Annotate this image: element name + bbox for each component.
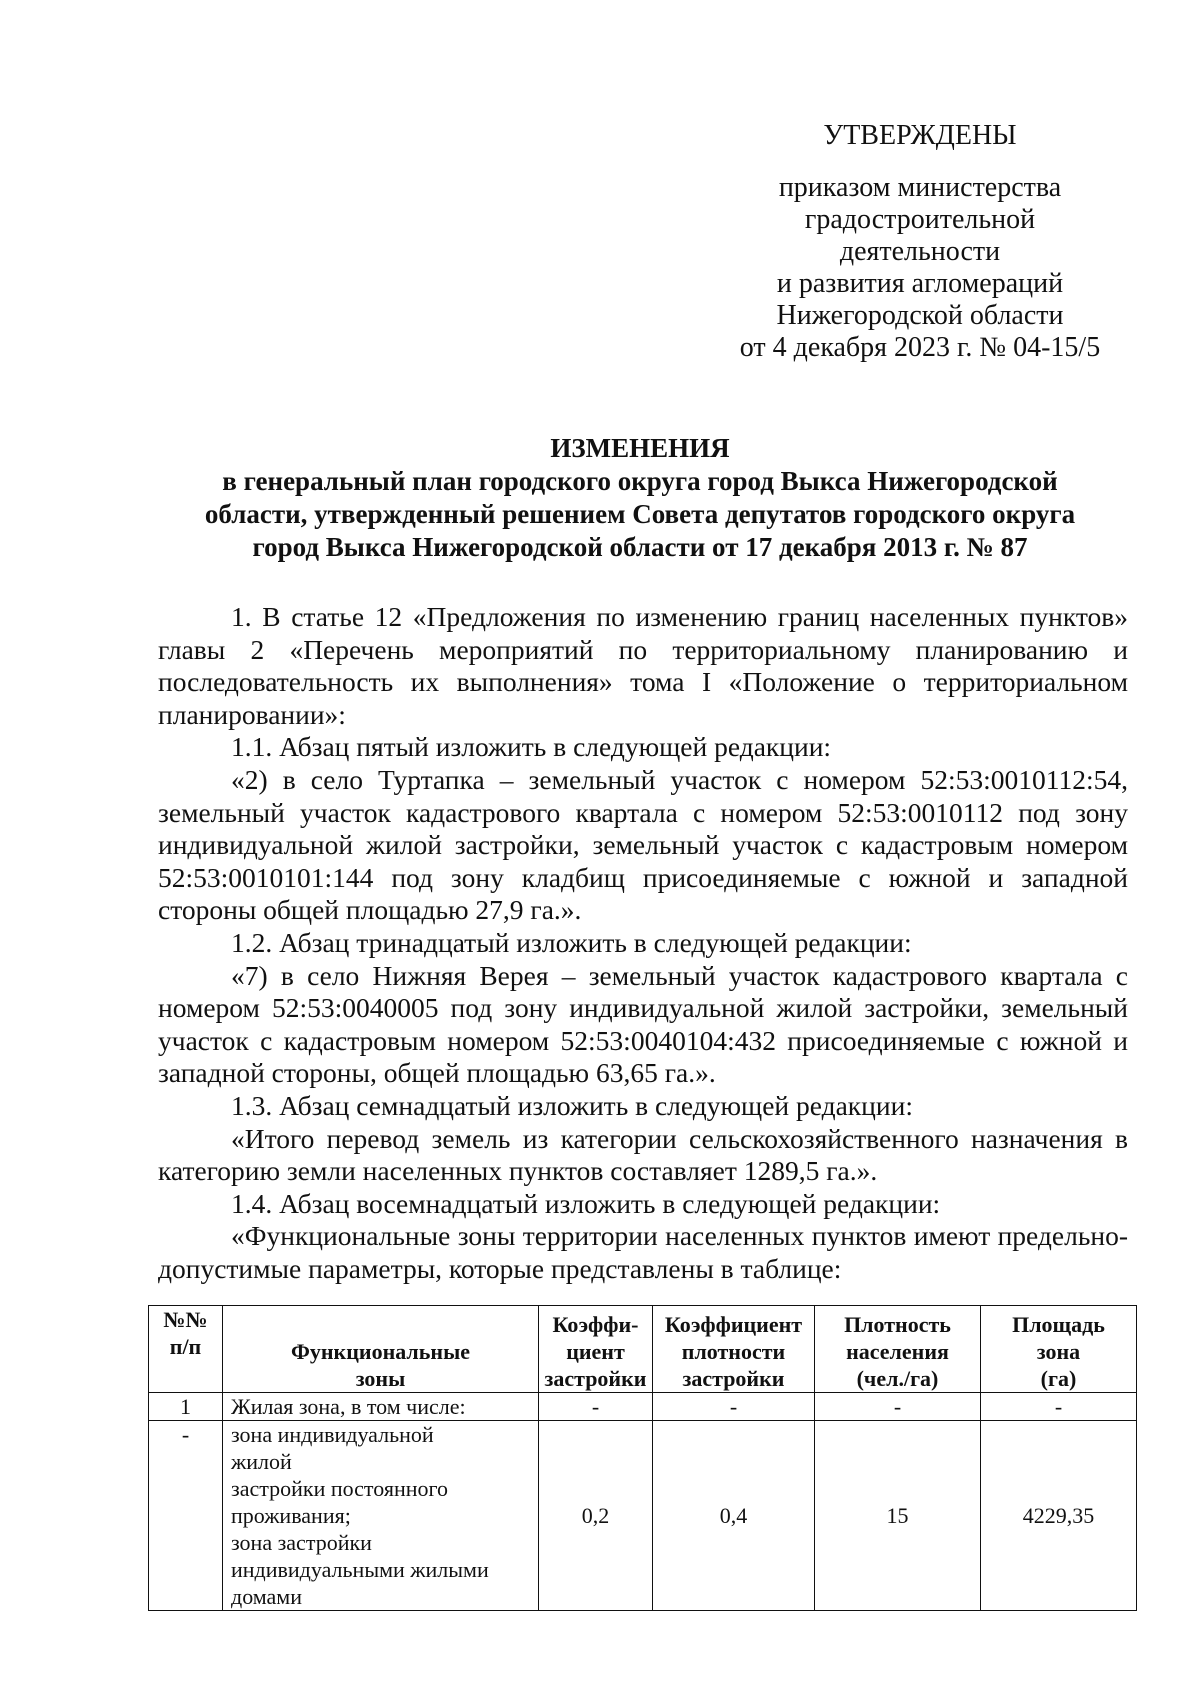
table-cell: зона индивидуальной жилой застройки постоянного проживания; зона застройки индивидуальными жилыми домами xyxy=(223,1421,539,1611)
table-cell: - xyxy=(981,1393,1137,1421)
table-cell: 0,4 xyxy=(653,1421,815,1611)
table-cell: - xyxy=(539,1393,653,1421)
approval-line: градостроительной деятельности xyxy=(804,204,1036,267)
title-main: ИЗМЕНЕНИЯ xyxy=(550,433,730,463)
approval-line: от 4 декабря 2023 г. № 04-15/5 xyxy=(739,332,1101,363)
approval-line: приказом министерства xyxy=(778,172,1062,203)
title-line: город Выкса Нижегородской области от 17 декабря 2013 г. № 87 xyxy=(252,532,1028,562)
paragraph: 1. В статье 12 «Предложения по изменению границ населенных пунктов» главы 2 «Перечень мероприятий по территориальному планированию и последовательность их выполнения» тома I «Положение о территориальном планировании»: xyxy=(158,601,1128,730)
paragraph: 1.3. Абзац семнадцатый изложить в следующей редакции: xyxy=(231,1089,913,1121)
table-row xyxy=(149,1393,1137,1421)
header-cell-area: Площадь зона (га) xyxy=(981,1306,1137,1393)
title-line: области, утвержденный решением Совета депутатов городского округа xyxy=(204,499,1076,529)
header-cell-density-coef: Коэффициент плотности застройки xyxy=(653,1306,815,1393)
table-cell: 4229,35 xyxy=(981,1421,1137,1611)
table-header-row xyxy=(149,1306,1137,1393)
table-cell: 1 xyxy=(149,1393,223,1421)
paragraph: 1.2. Абзац тринадцатый изложить в следующей редакции: xyxy=(231,926,912,958)
header-cell-population: Плотность населения (чел./га) xyxy=(815,1306,981,1393)
paragraph: 1.1. Абзац пятый изложить в следующей редакции: xyxy=(231,731,832,763)
approval-line: и развития агломераций xyxy=(776,268,1064,299)
paragraph: 1.4. Абзац восемнадцатый изложить в следующей редакции: xyxy=(231,1187,941,1219)
header-cell-zones: Функциональные зоны xyxy=(223,1306,539,1393)
paragraph: «Итого перевод земель из категории сельскохозяйственного назначения в категорию земли населенных пунктов составляет 1289,5 га.». xyxy=(158,1122,1128,1187)
document-body xyxy=(158,601,1128,1285)
zones-table xyxy=(148,1305,1137,1611)
header-cell-coef: Коэффи- циент застройки xyxy=(539,1306,653,1393)
paragraph: «2) в село Туртапка – земельный участок с номером 52:53:0010112:54, земельный участок кадастрового квартала с номером 52:53:0010112 под зону индивидуальной жилой застройки, земельный участок с кадастровым номером 52:53:0010101:144 под зону кладбищ присоединяемые с южной и западной стороны общей площадью 27,9 га.». xyxy=(158,763,1128,926)
paragraph: «7) в село Нижняя Верея – земельный участок кадастрового квартала с номером 52:53:0040005 под зону индивидуальной жилой застройки, земельный участок с кадастровым номером 52:53:0040104:432 присоединяемые с южной и западной стороны, общей площадью 63,65 га.». xyxy=(158,959,1128,1089)
title-line: в генеральный план городского округа город Выкса Нижегородской xyxy=(222,466,1058,496)
header-cell-number: №№ п/п xyxy=(149,1306,223,1393)
document-title xyxy=(150,432,1130,564)
table-cell: - xyxy=(653,1393,815,1421)
table-cell: 15 xyxy=(815,1421,981,1611)
table-cell: - xyxy=(149,1421,223,1611)
approval-stamp xyxy=(728,120,1112,364)
table-row xyxy=(149,1421,1137,1611)
table-cell: Жилая зона, в том числе: xyxy=(223,1393,539,1421)
approval-line: Нижегородской области xyxy=(776,300,1064,331)
table-cell: 0,2 xyxy=(539,1421,653,1611)
approval-heading: УТВЕРЖДЕНЫ xyxy=(823,120,1017,151)
paragraph: «Функциональные зоны территории населенных пунктов имеют предельно-допустимые параметры, которые представлены в таблице: xyxy=(158,1220,1128,1284)
table-cell: - xyxy=(815,1393,981,1421)
